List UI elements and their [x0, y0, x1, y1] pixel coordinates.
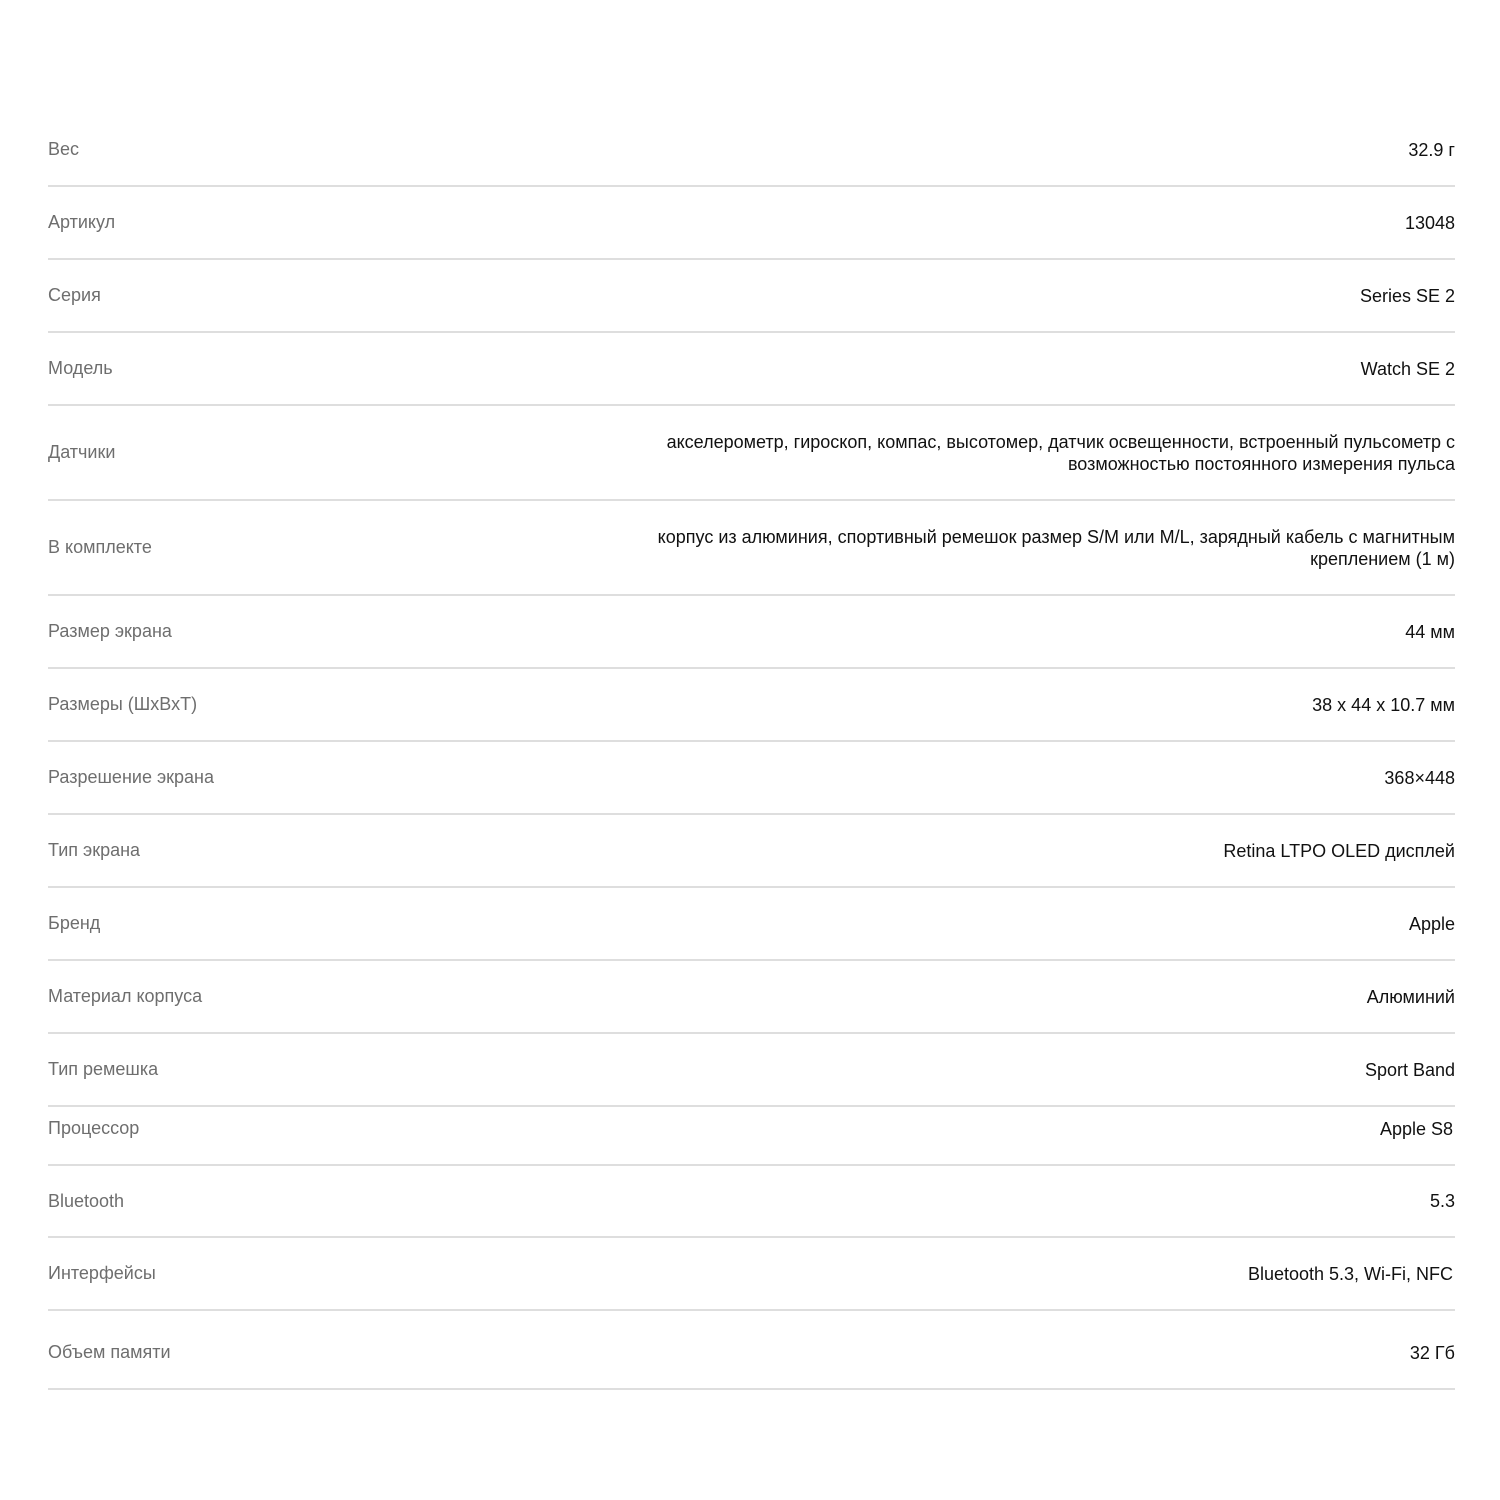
spec-row-memory [48, 1311, 1455, 1390]
spec-value: 44 мм [1405, 621, 1455, 642]
spec-label: Бренд [48, 913, 101, 933]
spec-value: 32.9 г [1408, 139, 1455, 160]
spec-row-model [48, 333, 1455, 406]
spec-label: Тип экрана [48, 840, 141, 860]
spec-row-screen-type [48, 815, 1455, 888]
spec-label: Материал корпуса [48, 986, 203, 1006]
spec-value: Алюминий [1366, 986, 1455, 1007]
spec-value: 5.3 [1429, 1191, 1455, 1211]
spec-row-sensors [48, 406, 1455, 501]
spec-row-series [48, 260, 1455, 333]
spec-label: Размер экрана [48, 621, 172, 641]
spec-row-screen-resolution [48, 742, 1455, 815]
spec-row-processor [48, 1107, 1455, 1166]
spec-value: Retina LTPO OLED дисплей [1223, 840, 1455, 861]
spec-label: Вес [48, 139, 80, 159]
spec-value: 38 x 44 x 10.7 мм [1312, 694, 1455, 715]
spec-value: Apple S8 [1379, 1118, 1453, 1139]
spec-label: Датчики [48, 442, 116, 462]
spec-row-screen-size [48, 596, 1455, 669]
spec-label: Размеры (ШхВхТ) [48, 694, 198, 714]
spec-row-interfaces [48, 1238, 1455, 1311]
spec-label: Объем памяти [48, 1342, 171, 1362]
spec-label: Разрешение экрана [48, 767, 214, 787]
spec-value: Watch SE 2 [1360, 358, 1455, 379]
spec-value: 13048 [1404, 212, 1455, 233]
spec-value: 32 Гб [1409, 1342, 1455, 1363]
spec-label: Процессор [48, 1118, 140, 1138]
spec-label: Артикул [48, 212, 116, 232]
spec-label: Тип ремешка [48, 1059, 159, 1079]
spec-row-strap-type [48, 1034, 1455, 1107]
spec-value: Sport Band [1364, 1059, 1455, 1080]
spec-row-article [48, 187, 1455, 260]
spec-value: акселерометр, гироскоп, компас, высотомер, датчик освещенности, встроенный пульсометр с возможностью постоянного измерения пульса [666, 431, 1455, 474]
spec-row-package-contents [48, 501, 1455, 596]
spec-label: Интерфейсы [48, 1263, 156, 1283]
spec-label: Серия [48, 285, 101, 305]
spec-value: корпус из алюминия, спортивный ремешок размер S/M или M/L, зарядный кабель с магнитным креплением (1 м) [657, 526, 1455, 569]
spec-value: 368×448 [1384, 767, 1455, 788]
spec-row-weight [48, 114, 1455, 187]
spec-label: Модель [48, 358, 113, 378]
spec-value: Apple [1408, 913, 1455, 934]
spec-row-dimensions [48, 669, 1455, 742]
spec-row-brand [48, 888, 1455, 961]
spec-value: Bluetooth 5.3, Wi-Fi, NFC [1247, 1263, 1453, 1284]
spec-label: Bluetooth [48, 1190, 125, 1211]
spec-row-bluetooth [48, 1166, 1455, 1238]
spec-row-case-material [48, 961, 1455, 1034]
specifications-table [48, 114, 1455, 1390]
spec-value: Series SE 2 [1359, 285, 1455, 306]
spec-label: В комплекте [48, 537, 152, 557]
